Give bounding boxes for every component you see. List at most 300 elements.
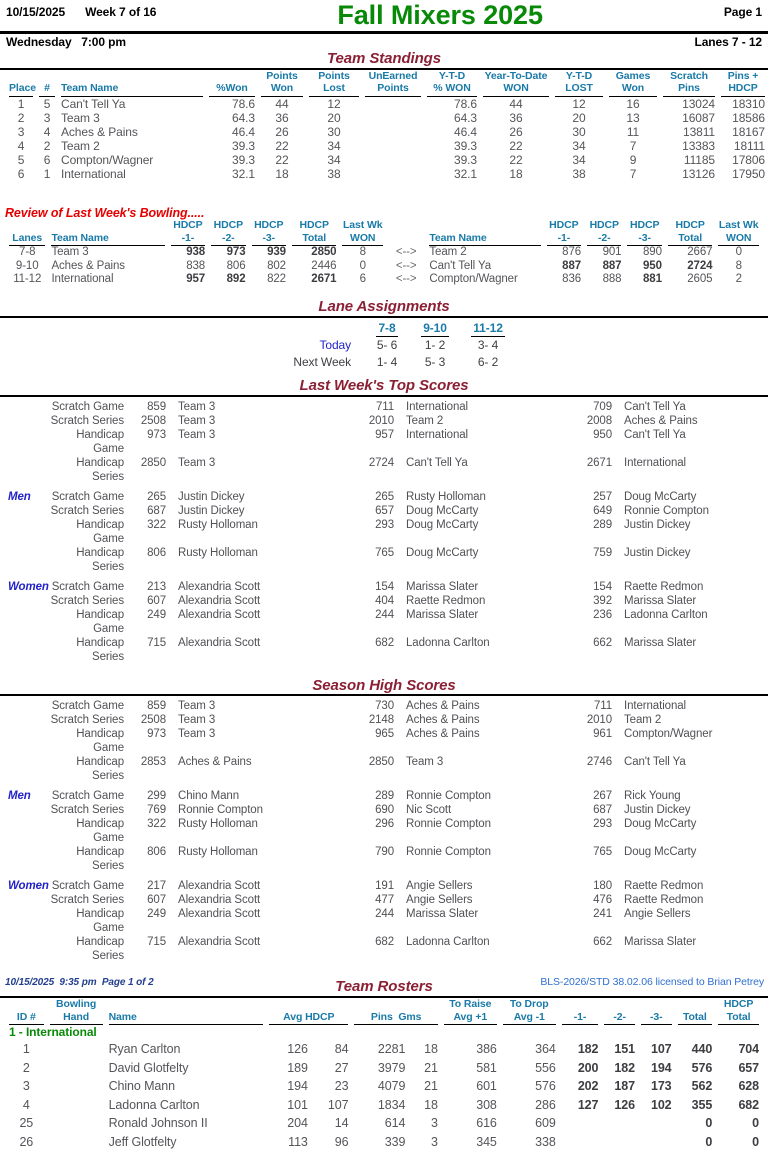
column-header [665, 220, 716, 246]
gender-label [6, 803, 48, 817]
score-category-label: Handicap Game [76, 518, 124, 545]
review-cell: Team 3 [51, 246, 89, 259]
score-value: 715 [147, 936, 166, 949]
column-header [6, 71, 36, 97]
score-holder-name: Can't Tell Ya [624, 400, 686, 413]
roster-cell: 609 [535, 1116, 556, 1131]
team-rosters-title: Team Rosters [335, 978, 433, 996]
review-row [6, 246, 762, 260]
column-header-top: To Drop [509, 998, 549, 1011]
column-header [601, 999, 638, 1025]
column-header-top: HDCP [630, 219, 660, 232]
score-value: 154 [375, 580, 394, 593]
roster-cell: 107 [327, 1097, 349, 1112]
column-header-label: Place [9, 82, 33, 97]
score-holder-name: International [624, 456, 686, 469]
score-category-label: Scratch Series [50, 594, 124, 607]
standings-cell: 22 [509, 139, 523, 154]
score-row [6, 518, 762, 546]
roster-cell: 440 [691, 1042, 713, 1057]
standings-cell [362, 111, 424, 125]
score-holder-name: Doug McCarty [624, 818, 697, 831]
roster-cell: 126 [614, 1097, 635, 1112]
standings-cell: 2 [43, 139, 51, 154]
roster-cell: 96 [334, 1134, 349, 1149]
review-row [6, 260, 762, 274]
roster-cell: 173 [650, 1079, 672, 1094]
standings-cell: 22 [275, 139, 289, 154]
standings-cell: Team 3 [61, 110, 100, 125]
score-value: 477 [375, 894, 394, 907]
roster-cell [47, 1133, 106, 1151]
score-value: 765 [593, 846, 612, 859]
score-holder-name: Compton/Wagner [624, 728, 713, 741]
roster-cell [47, 1059, 106, 1078]
score-category-label: Scratch Series [50, 804, 124, 817]
standings-cell [362, 139, 424, 153]
score-category-label: Handicap Game [76, 428, 124, 455]
women-scores-group [6, 879, 762, 963]
score-holder-name: Ronnie Compton [406, 818, 491, 831]
lane-pair-header [411, 320, 459, 337]
column-header [559, 999, 602, 1025]
score-row [6, 414, 762, 428]
roster-cell: 107 [650, 1042, 672, 1057]
score-value: 2010 [586, 714, 612, 727]
column-header-top: HDCP [723, 998, 754, 1011]
lane-matchup-value: 3- 4 [477, 337, 499, 352]
review-header [6, 220, 762, 246]
column-header-label: WON [483, 82, 549, 97]
column-header [584, 220, 624, 246]
review-cell: 901 [602, 246, 622, 259]
score-row [6, 893, 762, 907]
score-holder-name: Raette Redmon [406, 594, 486, 607]
column-header [638, 999, 675, 1025]
standings-cell: 20 [572, 110, 586, 125]
roster-cell [601, 1133, 638, 1151]
standings-cell [362, 153, 424, 167]
column-header-label: -2- [604, 1011, 635, 1026]
standings-cell: 39.3 [232, 153, 255, 168]
score-holder-name: Rusty Holloman [406, 490, 486, 503]
score-holder-name: Alexandria Scott [178, 636, 261, 649]
standings-cell: 12 [572, 96, 586, 111]
score-value: 790 [375, 846, 394, 859]
standings-cell: 39.3 [454, 153, 477, 168]
column-header-label: Avg -1 [503, 1011, 556, 1026]
standings-cell: 18 [509, 167, 523, 182]
column-header-label: ID # [9, 1011, 44, 1026]
team-standings-header [6, 71, 768, 97]
score-holder-name: Team 3 [178, 428, 216, 441]
roster-cell [638, 1114, 675, 1133]
score-holder-name: International [406, 428, 468, 441]
column-header-label: -1- [547, 232, 581, 247]
lane-matchup-value: 5- 3 [424, 354, 446, 369]
gender-label [6, 699, 48, 713]
header-row [6, 71, 768, 97]
score-value: 662 [593, 936, 612, 949]
score-value: 2148 [368, 714, 394, 727]
score-holder-name: Team 3 [178, 700, 216, 713]
lane-assignments-title: Lane Assignments [318, 297, 450, 315]
standings-cell: 1 [17, 96, 25, 111]
standings-cell: 39.3 [454, 139, 477, 154]
score-holder-name: Rusty Holloman [178, 818, 258, 831]
review-cell: 11-12 [13, 273, 42, 286]
column-header-label: LOST [555, 82, 603, 97]
standings-cell: 38 [327, 167, 341, 182]
column-header-top: Bowling [56, 998, 97, 1011]
column-header [6, 220, 48, 246]
gender-label [6, 935, 48, 963]
roster-cell: 187 [614, 1079, 635, 1094]
gender-label [6, 845, 48, 873]
lane-assignments-grid [251, 320, 517, 371]
score-value: 711 [593, 700, 612, 713]
review-cell: 2850 [311, 246, 337, 259]
standings-cell: 16087 [682, 110, 715, 125]
roster-cell: Ryan Carlton [108, 1042, 181, 1057]
column-header-label: Won [261, 82, 303, 97]
column-header-label: Total [668, 232, 713, 247]
score-holder-name: Doug McCarty [406, 546, 479, 559]
roster-cell: 1834 [377, 1097, 406, 1112]
score-value: 709 [593, 400, 612, 413]
score-value: 2508 [140, 714, 166, 727]
review-cell: 802 [267, 259, 286, 272]
roster-cell: 556 [535, 1060, 556, 1075]
standings-cell: 18586 [732, 110, 765, 125]
roster-cell: 338 [535, 1134, 556, 1149]
review-cell: 939 [267, 246, 286, 259]
column-header-top: Points [318, 69, 350, 82]
column-header-top: HDCP [549, 219, 579, 232]
standings-cell: Aches & Pains [61, 125, 138, 139]
gender-label [6, 504, 48, 518]
score-category-label: Scratch Game [51, 490, 124, 503]
column-header [480, 71, 552, 97]
score-value: 711 [375, 400, 394, 413]
lane-row-label: Today [319, 337, 351, 352]
column-header-label: Name [109, 1011, 264, 1026]
score-value: 244 [375, 908, 394, 921]
standings-cell: 6 [17, 167, 25, 182]
standings-cell: 26 [509, 125, 523, 139]
score-category-label: Handicap Series [76, 936, 124, 963]
score-value: 293 [593, 818, 612, 831]
score-value: 2671 [586, 456, 612, 469]
column-header-top: HDCP [589, 219, 619, 232]
score-row [6, 504, 762, 518]
roster-cell: 18 [424, 1042, 438, 1057]
roster-cell: 0 [705, 1116, 713, 1131]
score-row [6, 879, 762, 893]
score-value: 476 [593, 894, 612, 907]
matchup-arrow: <--> [395, 259, 417, 272]
roster-cell [601, 1114, 638, 1133]
roster-cell: 14 [334, 1116, 349, 1131]
header-left [6, 5, 156, 19]
standings-cell [362, 97, 424, 111]
roster-row [6, 1114, 762, 1133]
lane-pair-label: 9-10 [423, 320, 447, 335]
score-value: 649 [593, 504, 612, 517]
gender-label: Men [8, 490, 31, 503]
roster-cell: Chino Mann [108, 1079, 175, 1094]
score-holder-name: Chino Mann [178, 790, 240, 803]
score-value: 289 [375, 790, 394, 803]
review-cell: 881 [643, 273, 662, 286]
roster-cell: 601 [476, 1079, 497, 1094]
review-body [6, 246, 762, 287]
standings-cell: 38 [572, 167, 586, 182]
score-row [6, 727, 762, 755]
roster-cell: 200 [577, 1060, 599, 1075]
score-row [6, 755, 762, 783]
score-holder-name: Ronnie Compton [406, 846, 491, 859]
column-header [266, 999, 351, 1025]
review-table [6, 220, 762, 287]
score-row [6, 580, 762, 594]
roster-row [6, 1059, 762, 1078]
standings-cell: 4 [43, 125, 51, 139]
score-row [6, 636, 762, 664]
roster-cell: 0 [752, 1116, 759, 1131]
season-high-scores-title: Season High Scores [312, 676, 456, 694]
roster-cell: 581 [476, 1060, 497, 1075]
review-title: Review of Last Week's Bowling..... [5, 206, 205, 221]
score-row [6, 456, 762, 484]
standings-cell: 13126 [682, 167, 715, 182]
standings-row [6, 111, 768, 125]
score-holder-name: Ronnie Compton [624, 504, 709, 517]
roster-cell: Jeff Glotfelty [108, 1134, 177, 1149]
column-header [675, 999, 716, 1025]
score-value: 241 [593, 908, 612, 921]
roster-cell: 204 [287, 1116, 308, 1131]
standings-cell: 7 [629, 167, 637, 182]
score-row [6, 817, 762, 845]
score-category-label: Handicap Game [76, 608, 124, 635]
column-header-label: -2- [587, 232, 621, 247]
roster-cell: 0 [752, 1134, 759, 1149]
score-row [6, 713, 762, 727]
review-cell: 957 [186, 273, 206, 286]
score-value: 2008 [586, 414, 612, 427]
standings-cell: 34 [572, 153, 586, 168]
score-value: 682 [375, 936, 394, 949]
roster-cell: 657 [738, 1060, 759, 1075]
header-row [6, 999, 762, 1025]
roster-cell: 126 [287, 1042, 308, 1057]
score-category-label: Handicap Series [76, 756, 124, 783]
roster-cell: 2281 [377, 1042, 406, 1057]
column-header [249, 220, 289, 246]
gender-label: Women [8, 580, 49, 593]
score-value: 293 [375, 518, 394, 531]
review-cell: 2 [735, 273, 742, 286]
roster-cell: 3979 [377, 1060, 406, 1075]
column-header-top: Y-T-D [438, 69, 466, 82]
review-cell: 0 [735, 246, 742, 259]
score-value: 249 [147, 608, 166, 621]
score-value: 267 [593, 790, 612, 803]
score-holder-name: Can't Tell Ya [406, 456, 468, 469]
gender-label [6, 546, 48, 574]
matchup-arrow: <--> [395, 273, 417, 286]
column-header [552, 71, 606, 97]
review-cell: Team 2 [429, 246, 467, 259]
score-holder-name: International [624, 700, 686, 713]
score-holder-name: Ladonna Carlton [624, 608, 708, 621]
standings-cell: 6 [43, 153, 51, 168]
score-value: 322 [147, 518, 166, 531]
roster-cell: 3 [431, 1134, 438, 1149]
men-scores-group [6, 490, 762, 574]
score-category-label: Scratch Series [50, 714, 124, 727]
score-value: 257 [593, 490, 612, 503]
score-value: 607 [147, 594, 166, 607]
women-scores-group [6, 580, 762, 664]
score-holder-name: Aches & Pains [406, 728, 480, 741]
column-header-top: Games [615, 69, 651, 82]
gender-label [6, 456, 48, 484]
roster-cell: 26 [19, 1134, 34, 1149]
score-holder-name: Alexandria Scott [178, 608, 261, 621]
page-number: Page 1 [723, 5, 762, 19]
column-header-label: Hand [50, 1011, 103, 1026]
score-value: 296 [375, 818, 394, 831]
score-category-label: Handicap Series [76, 546, 124, 573]
gender-label [6, 755, 48, 783]
column-header [715, 999, 762, 1025]
standings-cell: 32.1 [454, 167, 477, 182]
review-cell: 888 [602, 273, 622, 286]
standings-cell: 13811 [683, 125, 715, 139]
roster-cell: 339 [384, 1134, 406, 1149]
column-header-label: Team Name [61, 82, 203, 97]
score-value: 191 [375, 880, 394, 893]
column-header-label: Avg +1 [444, 1011, 497, 1026]
score-holder-name: Nic Scott [406, 804, 452, 817]
standings-cell: 46.4 [232, 125, 255, 139]
roster-cell: 308 [476, 1097, 497, 1112]
standings-cell: 3 [17, 125, 25, 139]
column-header-label: Total [678, 1011, 713, 1026]
score-holder-name: Team 3 [178, 728, 216, 741]
column-header-label: Team Name [429, 232, 540, 247]
column-header-label: Points [365, 82, 421, 97]
gender-label [6, 817, 48, 845]
roster-cell [47, 1114, 106, 1133]
standings-cell: 44 [509, 96, 523, 111]
column-header [106, 999, 267, 1025]
column-header-label: Total [718, 1011, 759, 1026]
score-holder-name: Rusty Holloman [178, 546, 258, 559]
column-header-top: Last Wk [718, 219, 759, 232]
column-header-top: HDCP [173, 219, 203, 232]
score-row [6, 490, 762, 504]
score-holder-name: Team 3 [178, 400, 216, 413]
score-value: 759 [593, 546, 612, 559]
score-value: 682 [375, 636, 394, 649]
roster-cell: 286 [535, 1097, 556, 1112]
review-cell: 887 [602, 259, 622, 272]
score-holder-name: Ronnie Compton [406, 790, 491, 803]
score-value: 2850 [368, 756, 394, 769]
column-header-label: # [39, 82, 55, 97]
score-holder-name: Angie Sellers [624, 908, 691, 921]
section-rule [0, 316, 768, 318]
review-cell: 890 [643, 246, 662, 259]
score-value: 2724 [368, 456, 394, 469]
column-header [715, 220, 762, 246]
score-holder-name: Ronnie Compton [178, 804, 263, 817]
score-holder-name: Team 2 [624, 714, 662, 727]
standings-cell: 20 [327, 110, 341, 125]
score-value: 265 [375, 490, 394, 503]
column-header [362, 71, 424, 97]
gender-label [6, 428, 48, 456]
column-header-top: To Raise [449, 998, 492, 1011]
score-value: 244 [375, 608, 394, 621]
score-holder-name: Angie Sellers [406, 880, 473, 893]
roster-cell: 27 [334, 1060, 349, 1075]
gender-label [6, 727, 48, 755]
header-row [6, 220, 762, 246]
standings-cell: 44 [275, 96, 289, 111]
column-header [36, 71, 58, 97]
score-holder-name: Raette Redmon [624, 880, 704, 893]
standings-cell: 5 [17, 153, 25, 168]
column-header [58, 71, 206, 97]
standings-cell: 2 [17, 110, 25, 125]
roster-cell: 202 [577, 1079, 599, 1094]
column-header-label: Won [609, 82, 657, 97]
score-holder-name: Team 3 [178, 414, 216, 427]
review-cell: 892 [226, 273, 246, 286]
score-holder-name: Aches & Pains [624, 414, 698, 427]
report-date: 10/15/2025 [6, 5, 66, 19]
roster-cell: 4079 [377, 1079, 406, 1094]
roster-cell: 127 [577, 1097, 599, 1112]
score-holder-name: Doug McCarty [406, 504, 479, 517]
review-cell: 950 [643, 259, 662, 272]
review-cell: 7-8 [19, 246, 36, 259]
column-header-label: WON [342, 232, 382, 247]
score-holder-name: Marissa Slater [406, 908, 479, 921]
review-cell: 8 [359, 246, 366, 259]
gender-label: Men [8, 790, 31, 803]
score-category-label: Handicap Series [76, 456, 124, 483]
column-header-top: UnEarned [368, 69, 418, 82]
score-holder-name: Ladonna Carlton [406, 636, 490, 649]
standings-cell: International [61, 167, 126, 182]
gender-label [6, 636, 48, 664]
gender-label [6, 414, 48, 428]
section-rule [0, 395, 768, 397]
column-header-label: %Won [209, 82, 255, 97]
score-category-label: Scratch Game [51, 790, 124, 803]
score-value: 687 [593, 804, 612, 817]
roster-cell: 345 [476, 1134, 497, 1149]
score-holder-name: Justin Dickey [624, 518, 691, 531]
review-cell: 838 [186, 259, 206, 272]
review-cell: Aches & Pains [51, 259, 125, 272]
standings-cell: Can't Tell Ya [61, 96, 126, 111]
